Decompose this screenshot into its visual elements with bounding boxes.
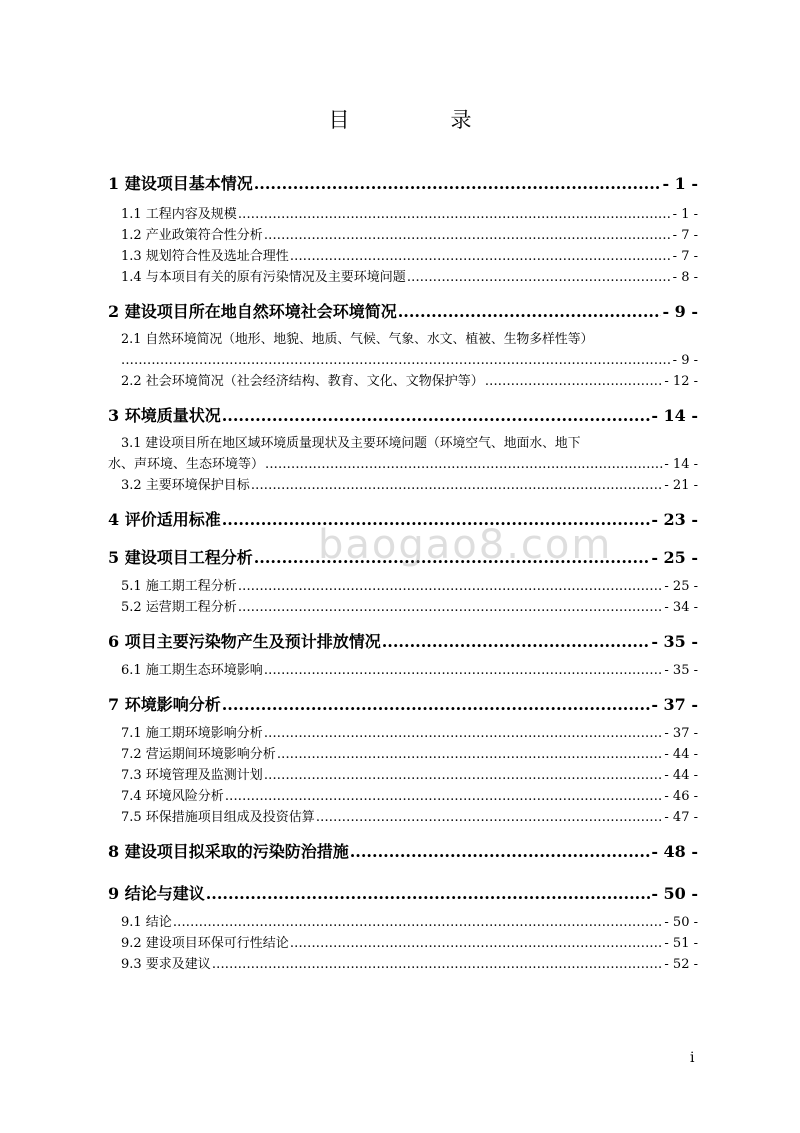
toc-section-2[interactable]: 2 建设项目所在地自然环境社会环境简况 ..... - 9 - xyxy=(108,298,698,326)
toc-entry-2-2[interactable]: 2.2 社会环境简况（社会经济结构、教育、文化、文物保护等） ..... - 12 - xyxy=(108,371,698,392)
toc-entry-2-1[interactable]: 2.1 自然环境简况（地形、地貌、地质、气候、气象、水文、植被、生物多样性等） ..... - 9 - xyxy=(108,330,698,371)
watermark: baogao8.com xyxy=(318,522,613,568)
page-title: 目 录 xyxy=(328,108,512,132)
toc-section-9[interactable]: 9 结论与建议 ..... - 50 - xyxy=(108,880,698,908)
toc-entry-1-3[interactable]: 1.3 规划符合性及选址合理性 ..... - 7 - xyxy=(108,246,698,267)
page-number: i xyxy=(690,1050,695,1066)
toc-section-6[interactable]: 6 项目主要污染物产生及预计排放情况 ..... - 35 - xyxy=(108,628,698,656)
toc-entry-7-2[interactable]: 7.2 营运期间环境影响分析 ..... - 44 - xyxy=(108,744,698,765)
toc-section-4[interactable]: 4 评价适用标准 ..... - 23 - xyxy=(108,506,698,534)
toc-section-8[interactable]: 8 建设项目拟采取的污染防治措施 ..... - 48 - xyxy=(108,838,698,866)
toc-entry-9-3[interactable]: 9.3 要求及建议 ..... - 52 - xyxy=(108,954,698,975)
toc-entry-1-1[interactable]: 1.1 工程内容及规模 ..... - 1 - xyxy=(108,204,698,225)
toc-entry-7-3[interactable]: 7.3 环境管理及监测计划 ..... - 44 - xyxy=(108,765,698,786)
table-of-contents xyxy=(108,170,698,975)
toc-section-7[interactable]: 7 环境影响分析 ..... - 37 - xyxy=(108,691,698,719)
toc-entry-3-1[interactable]: 3.1 建设项目所在地区域环境质量现状及主要环境问题（环境空气、地面水、地下 水、声环境、生态环境等） ..... - 14 - xyxy=(108,434,698,475)
toc-entry-3-2[interactable]: 3.2 主要环境保护目标 ..... - 21 - xyxy=(108,475,698,496)
toc-entry-9-2[interactable]: 9.2 建设项目环保可行性结论 ..... - 51 - xyxy=(108,933,698,954)
toc-entry-5-2[interactable]: 5.2 运营期工程分析 ..... - 34 - xyxy=(108,597,698,618)
toc-entry-7-1[interactable]: 7.1 施工期环境影响分析 ..... - 37 - xyxy=(108,723,698,744)
toc-entry-9-1[interactable]: 9.1 结论 ..... - 50 - xyxy=(108,912,698,933)
toc-entry-7-5[interactable]: 7.5 环保措施项目组成及投资估算 ..... - 47 - xyxy=(108,807,698,828)
toc-section-1[interactable]: 1 建设项目基本情况 ..... - 1 - xyxy=(108,170,698,198)
toc-section-5[interactable]: 5 建设项目工程分析 ..... - 25 - xyxy=(108,544,698,572)
toc-entry-1-4[interactable]: 1.4 与本项目有关的原有污染情况及主要环境问题 ..... - 8 - xyxy=(108,267,698,288)
toc-entry-7-4[interactable]: 7.4 环境风险分析 ..... - 46 - xyxy=(108,786,698,807)
toc-section-3[interactable]: 3 环境质量状况 ..... - 14 - xyxy=(108,402,698,430)
toc-entry-6-1[interactable]: 6.1 施工期生态环境影响 ..... - 35 - xyxy=(108,660,698,681)
toc-entry-5-1[interactable]: 5.1 施工期工程分析 ..... - 25 - xyxy=(108,576,698,597)
toc-entry-1-2[interactable]: 1.2 产业政策符合性分析 ..... - 7 - xyxy=(108,225,698,246)
